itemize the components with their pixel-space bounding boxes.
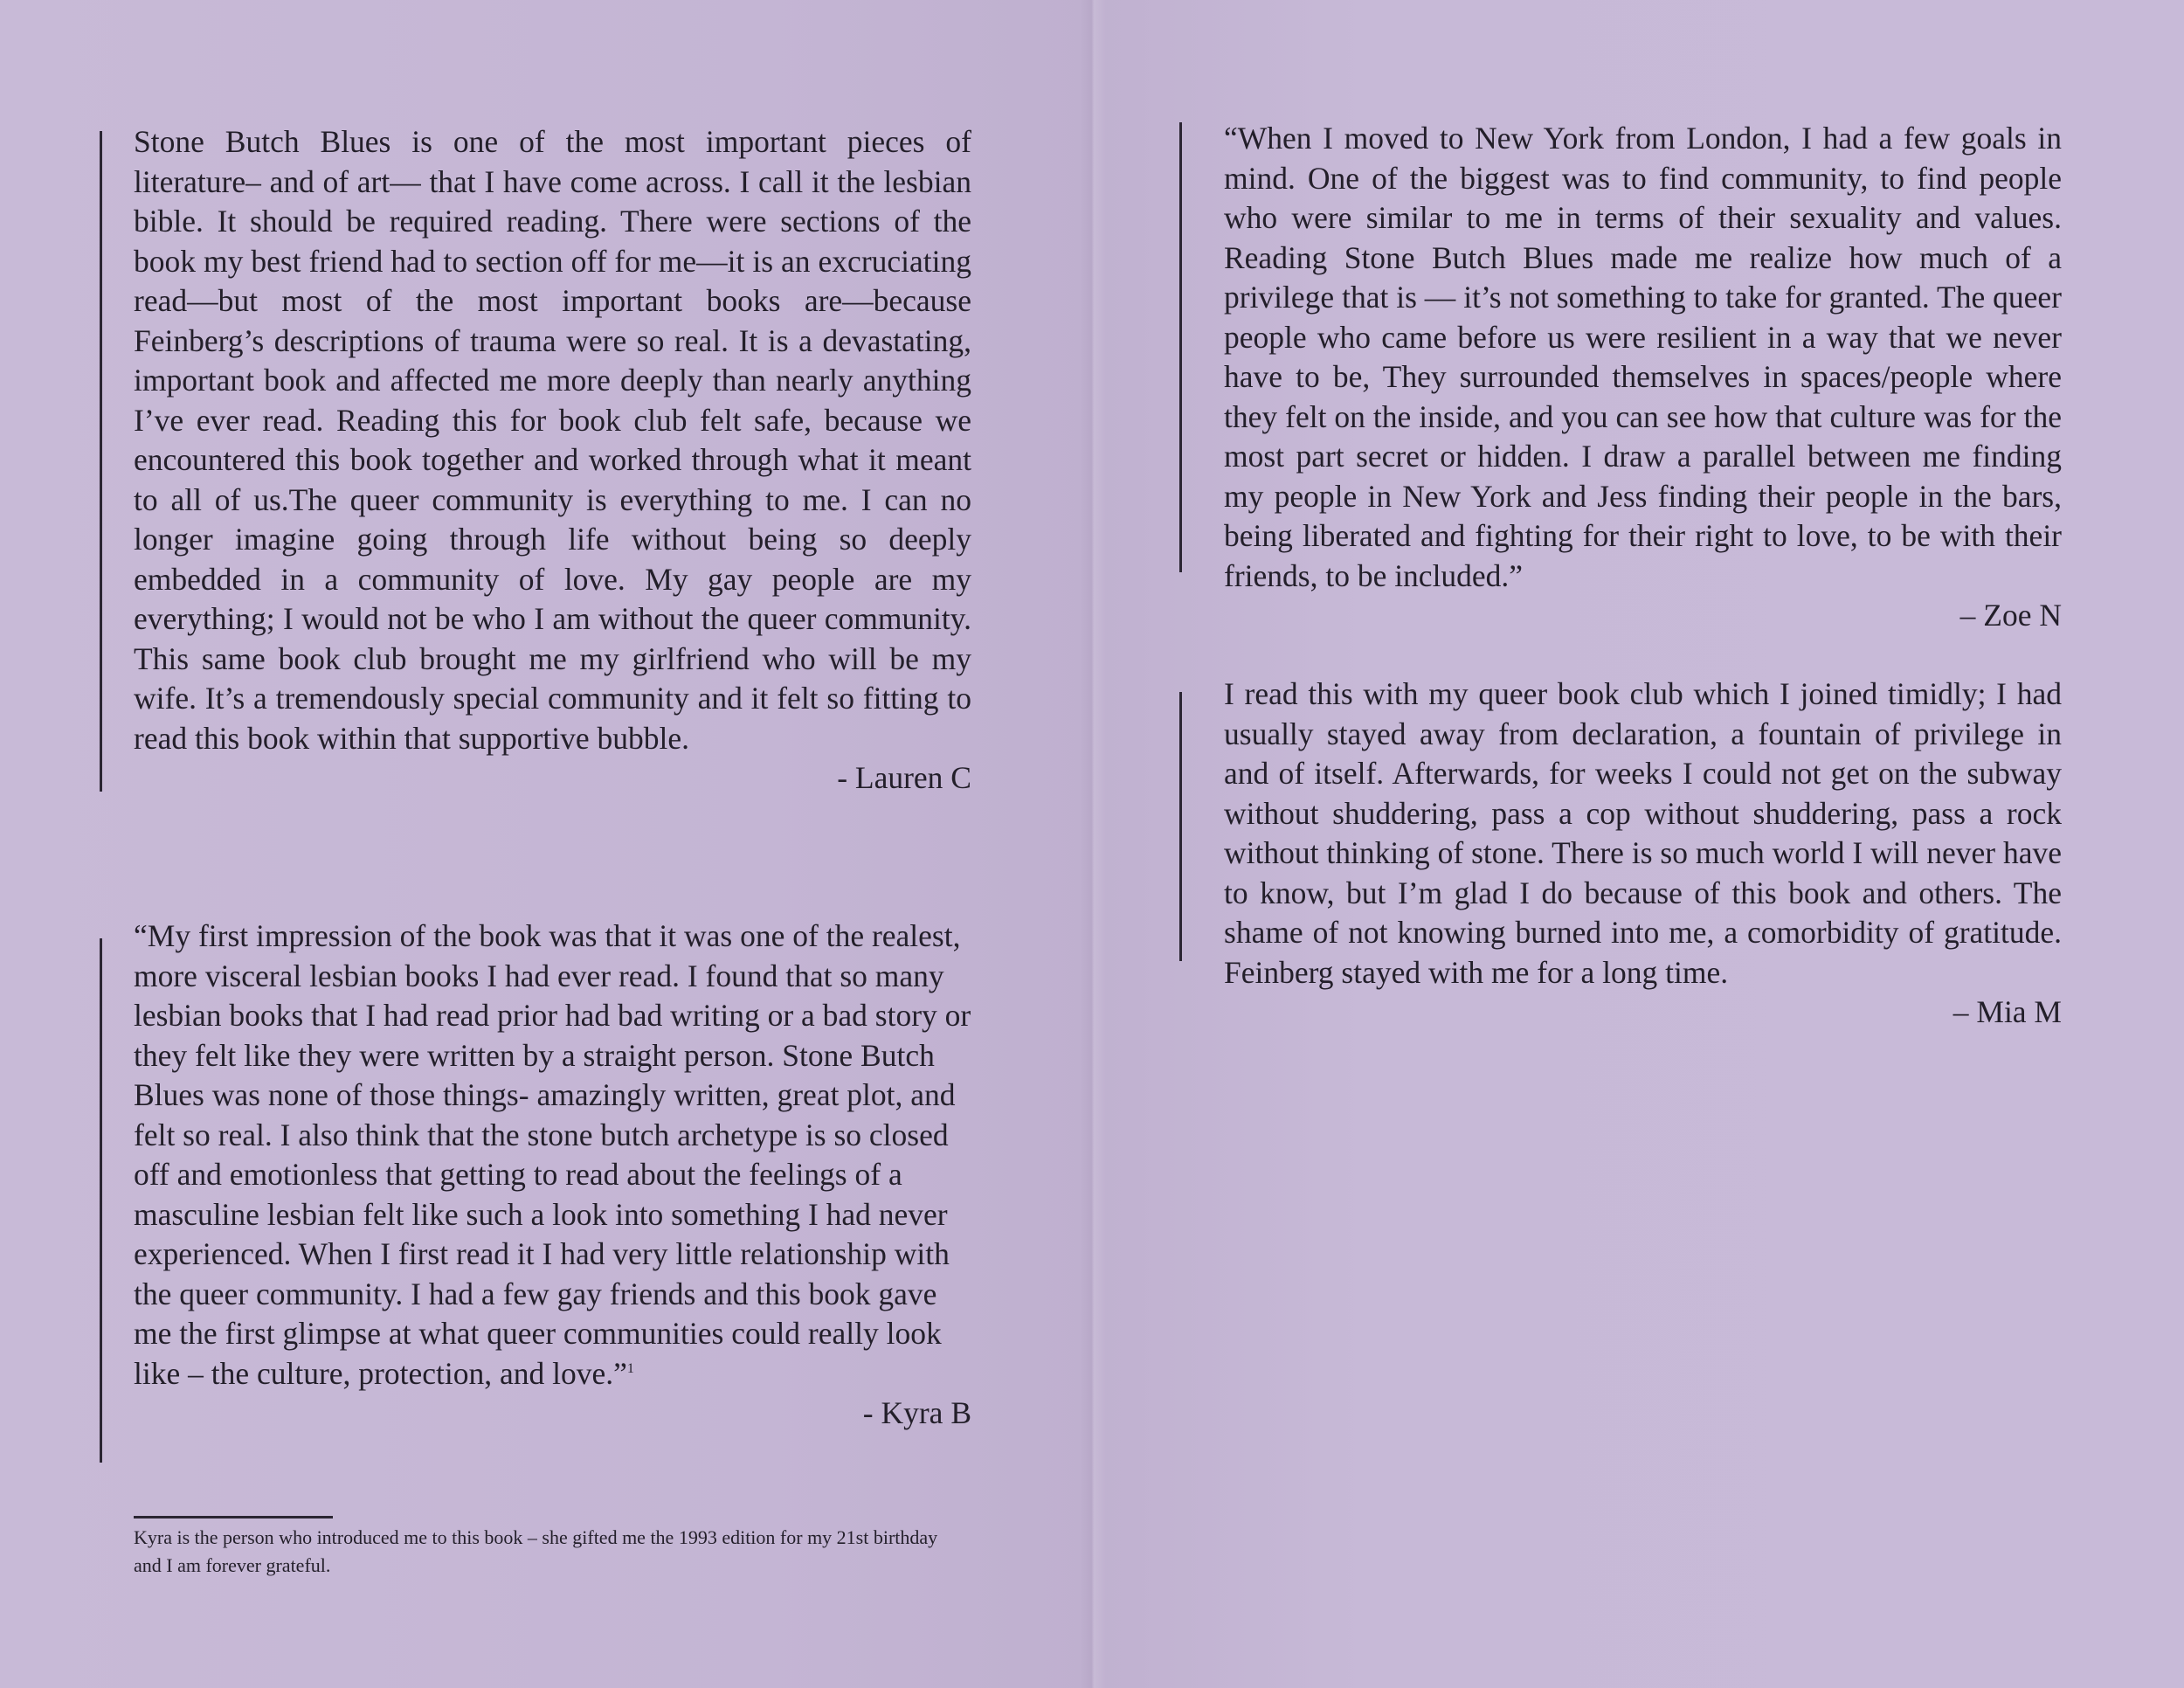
quote-attribution: – Zoe N xyxy=(1959,598,2062,633)
page-fold xyxy=(1080,0,1106,1688)
footnote-marker: 1 xyxy=(626,1360,634,1376)
quote-text: “When I moved to New York from London, I had a few goals in mind. One of the biggest was to find community, to find people who were similar to me in terms of their sexuality and values. Reading Stone Butch Blues made me realize how much of a privilege that is — it’s not something to take for granted. The queer people who came before us were resilient in a way that we never have to be, They surrounded themselves in spaces/people where they felt on the inside, and you can see how that culture was for the most part secret or hidden. I draw a parallel between me finding my people in New York and Jess finding their people in the bars, being liberated and fighting for their right to love, to be with their friends, to be included.” xyxy=(1224,121,2062,593)
quote-lauren xyxy=(100,122,971,799)
quote-text-block xyxy=(134,917,971,1394)
quote-bar xyxy=(100,938,102,1463)
quote-bar xyxy=(100,131,102,792)
quote-kyra xyxy=(100,917,971,1434)
quote-attribution: – Mia M xyxy=(1952,994,2062,1029)
quote-text: Stone Butch Blues is one of the most important pieces of literature– and of art— that I have come across. I call it the lesbian bible. It should be required reading. There were sections of the book my best friend had to section off for me—it is an excruciating read—but most of the most important books are—because Feinberg’s descriptions of trauma were so real. It is a devastating, important book and affected me more deeply than nearly anything I’ve ever read. Reading this for book club felt safe, because we encountered this book together and worked through what it meant to all of us.The queer community is everything to me. I can no longer imagine going through life without being so deeply embedded in a community of love. My gay people are my everything; I would not be who I am without the queer community. This same book club brought me my girlfriend who will be my wife. It’s a tremendously special community and it felt so fitting to read this book within that supportive bubble. xyxy=(134,124,971,756)
quote-zoe xyxy=(1179,119,2062,636)
footnote-rule xyxy=(134,1516,333,1519)
quote-bar xyxy=(1179,692,1182,961)
quote-attribution: - Kyra B xyxy=(862,1395,971,1430)
quote-mia xyxy=(1179,675,2062,1033)
footnote: Kyra is the person who introduced me to this book – she gifted me the 1993 edition for my 21st birthday and I am forever grateful. xyxy=(134,1526,938,1576)
quote-text: I read this with my queer book club which I joined timidly; I had usually stayed away from declaration, a fountain of privilege in and of itself. Afterwards, for weeks I could not get on the subway without shuddering, pass a cop without shuddering, pass a rock without thinking of stone. There is so much world I will never have to know, but I’m glad I do because of this book and others. The shame of not knowing burned into me, a comorbidity of gratitude. Feinberg stayed with me for a long time. xyxy=(1224,676,2062,990)
quote-text: “My first impression of the book was that it was one of the realest, more visceral lesbian books I had ever read. I found that so many lesbian books that I had read prior had bad writing or a bad story or they felt like they were written by a straight person. Stone Butch Blues was none of those things- amazingly written, great plot, and felt so real. I also think that the stone butch archetype is so closed off and emotionless that getting to read about the feelings of a masculine lesbian felt like such a look into something I had never experienced. When I first read it I had very little relationship with the queer community. I had a few gay friends and this book gave me the first glimpse at what queer communities could really look like – the culture, protection, and love.” xyxy=(134,918,971,1391)
quote-bar xyxy=(1179,122,1182,572)
quote-attribution: - Lauren C xyxy=(837,760,971,795)
